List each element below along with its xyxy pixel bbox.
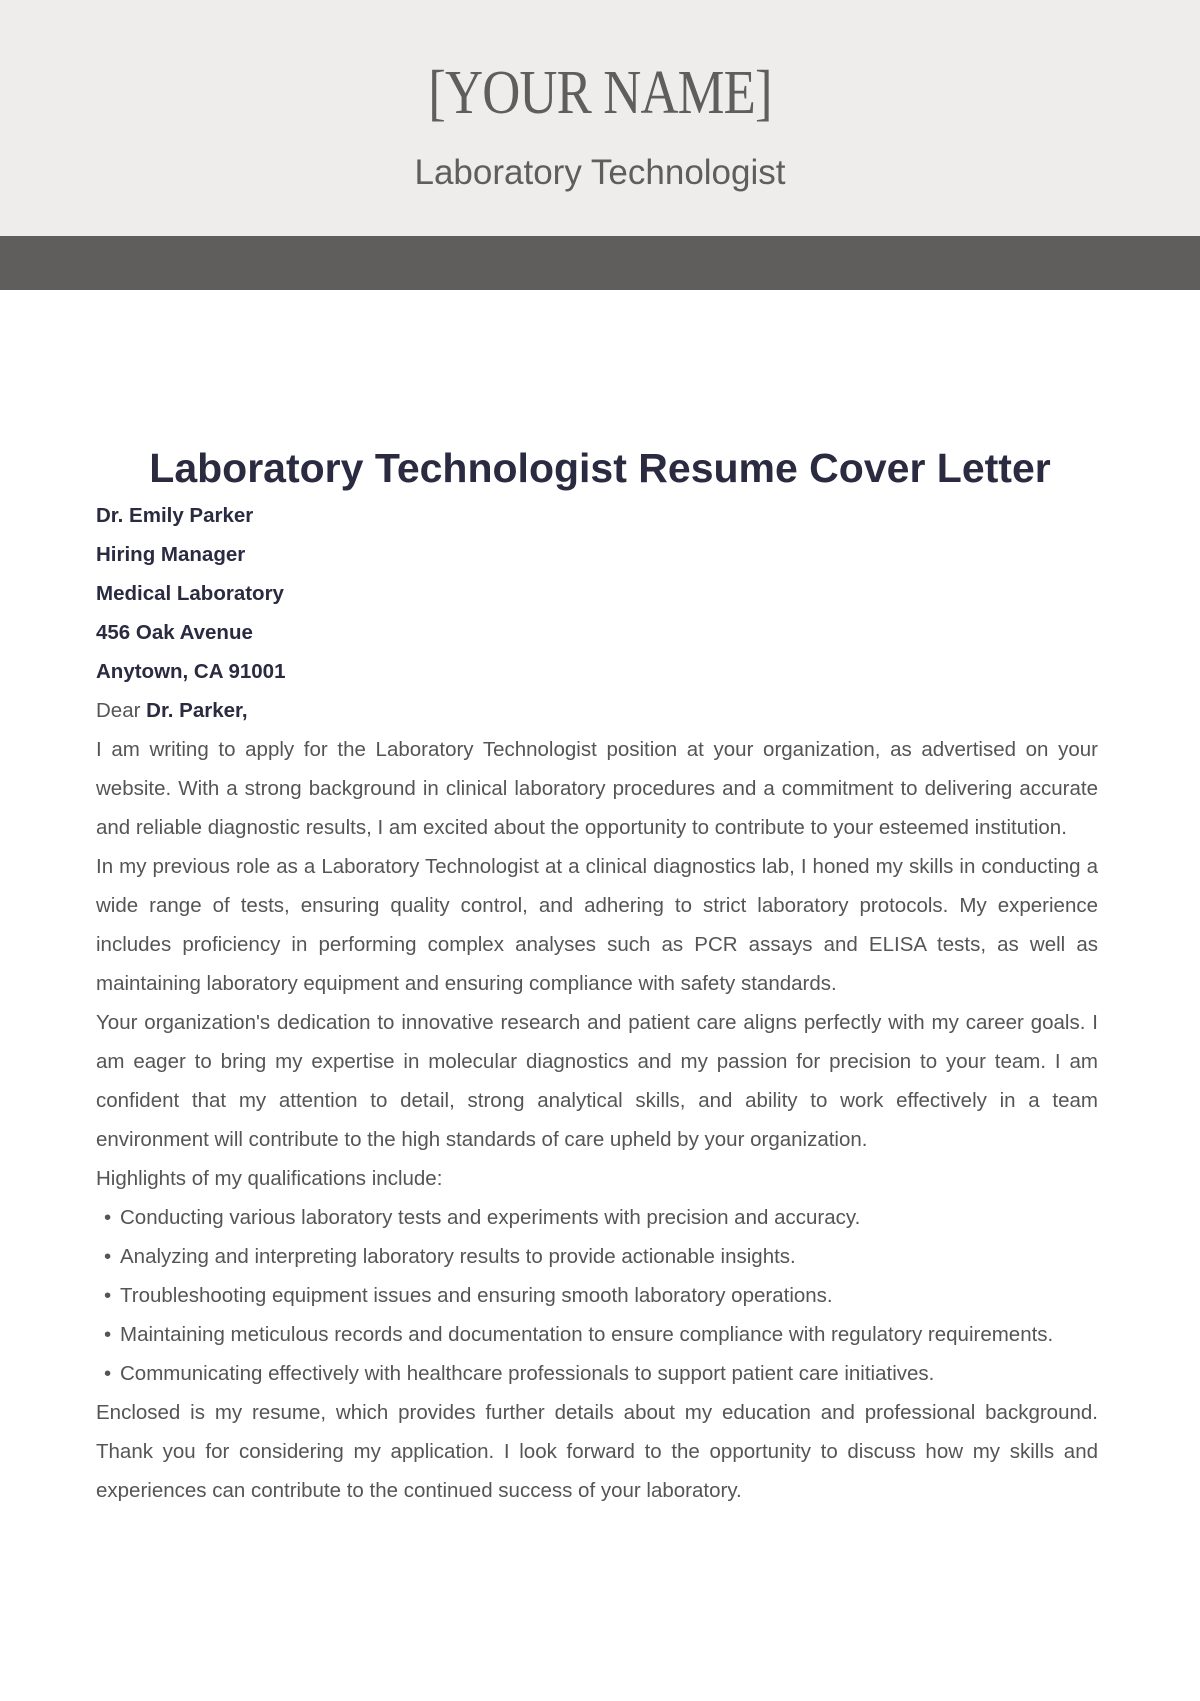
salutation-prefix: Dear [96, 699, 147, 722]
list-item: • Troubleshooting equipment issues and ensuring smooth laboratory operations. [96, 1276, 1098, 1315]
recipient-street: 456 Oak Avenue [96, 621, 253, 644]
recipient-city: Anytown, CA 91001 [96, 660, 286, 683]
salutation-name: Dr. Parker, [146, 699, 248, 722]
paragraph-intro: I am writing to apply for the Laboratory Technologist position at your organization, as advertised on your website. With a strong background in clinical laboratory procedures and a commitment to delivering accurate and reliable diagnostic results, I am excited about the opportunity to contribute to your esteemed institution. [96, 738, 1098, 839]
list-item: • Communicating effectively with healthcare professionals to support patient care initiatives. [96, 1354, 1098, 1393]
list-item: • Conducting various laboratory tests and experiments with precision and accuracy. [96, 1198, 1098, 1237]
recipient-name: Dr. Emily Parker [96, 504, 254, 527]
header-divider-band [0, 236, 1200, 290]
highlights-list [96, 1198, 1098, 1393]
applicant-name: [YOUR NAME] [428, 59, 772, 127]
salutation [96, 691, 1098, 730]
recipient-title: Hiring Manager [96, 543, 246, 566]
applicant-role: Laboratory Technologist [414, 153, 786, 192]
paragraph-experience: In my previous role as a Laboratory Technologist at a clinical diagnostics lab, I honed my skills in conducting a wide range of tests, ensuring quality control, and adhering to strict laboratory protocols. My experience includes proficiency in performing complex analyses such as PCR assays and ELISA tests, as well as maintaining laboratory equipment and ensuring compliance with safety standards. [96, 855, 1098, 995]
recipient-organization: Medical Laboratory [96, 582, 284, 605]
letter-body [96, 496, 1098, 1510]
list-item: • Maintaining meticulous records and documentation to ensure compliance with regulatory requirements. [96, 1315, 1098, 1354]
header-banner [0, 0, 1200, 236]
paragraph-motivation: Your organization's dedication to innovative research and patient care aligns perfectly with my career goals. I am eager to bring my expertise in molecular diagnostics and my passion for precision to your team. I am confident that my attention to detail, strong analytical skills, and ability to work effectively in a team environment will contribute to the high standards of care upheld by your organization. [96, 1011, 1098, 1151]
list-item: • Analyzing and interpreting laboratory results to provide actionable insights. [96, 1237, 1098, 1276]
paragraph-closing: Enclosed is my resume, which provides further details about my education and professional background. Thank you for considering my application. I look forward to the opportunity to discuss how my skills and experiences can contribute to the continued success of your laboratory. [96, 1401, 1098, 1502]
highlights-heading: Highlights of my qualifications include: [96, 1167, 443, 1190]
document-title: Laboratory Technologist Resume Cover Letter [149, 445, 1051, 491]
